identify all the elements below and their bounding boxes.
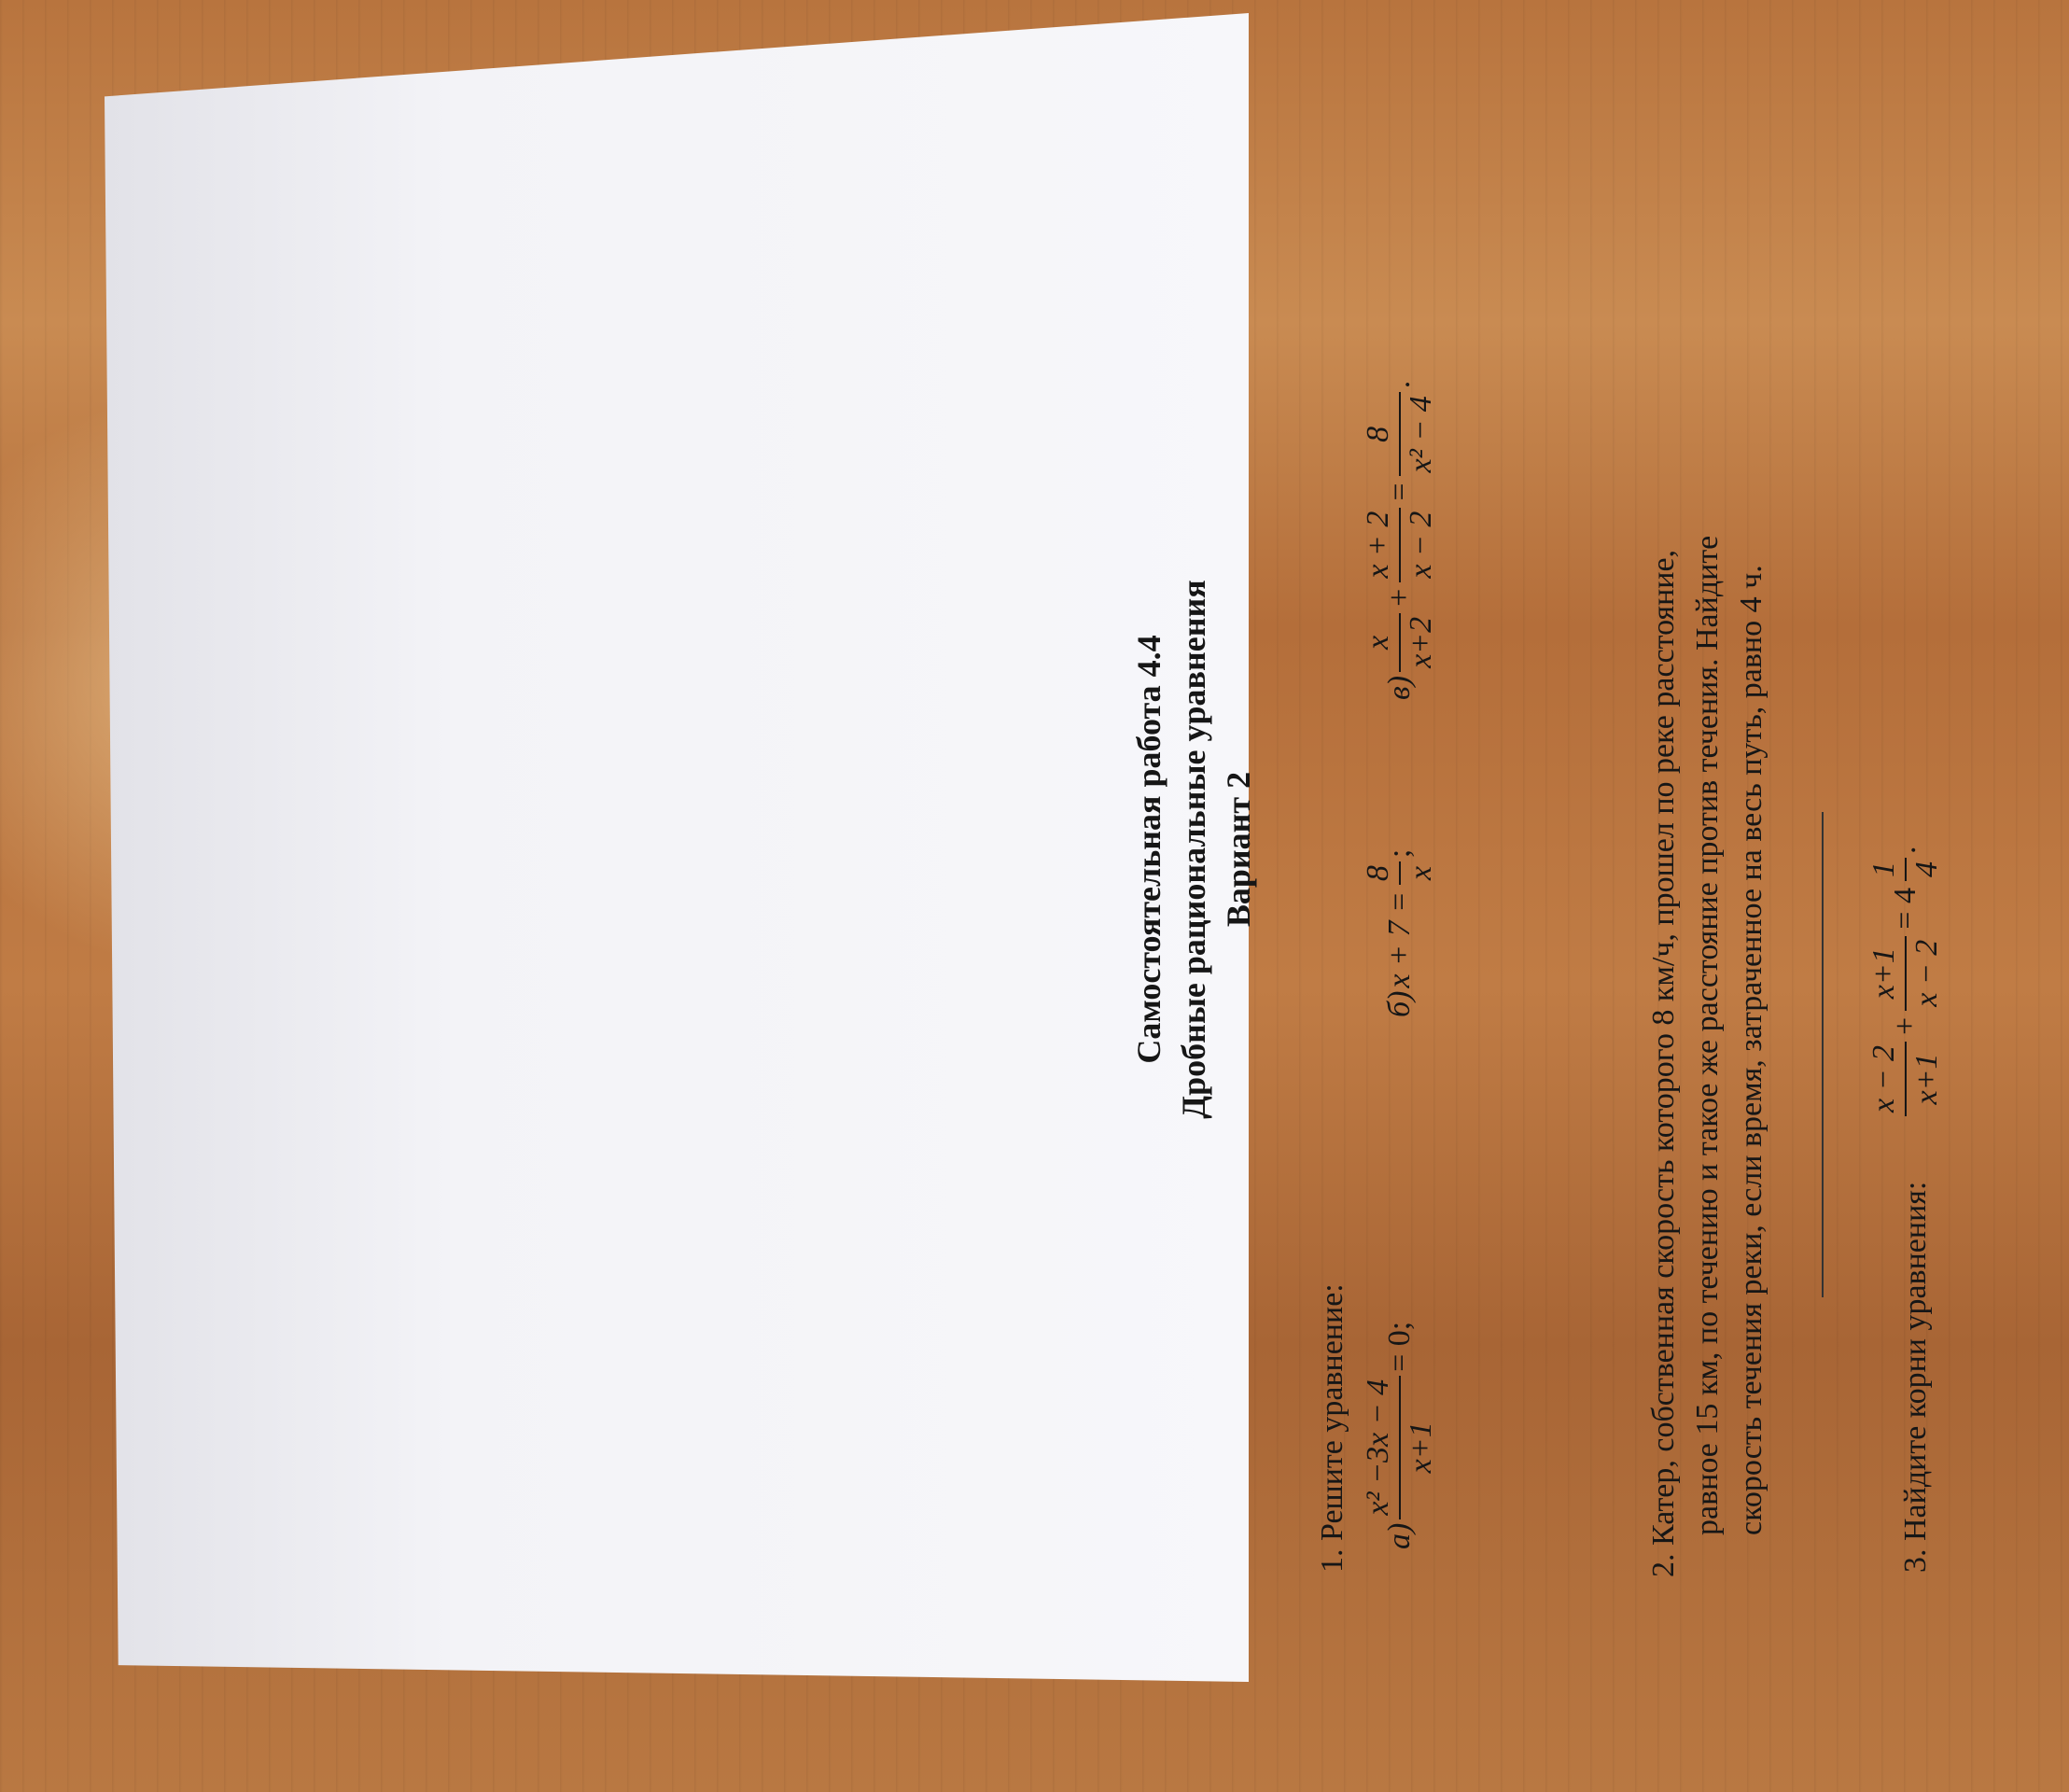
- task3-equals: = 4: [1887, 888, 1922, 930]
- worksheet-variant: Вариант 2: [1220, 771, 1257, 928]
- task1-c-denominator1: x+2: [1404, 616, 1438, 668]
- task3-tail: .: [1887, 846, 1922, 855]
- task1-c-equals: =: [1381, 483, 1417, 501]
- worksheet-content: [1117, 84, 2069, 1615]
- task1-b-tail: ;: [1381, 848, 1417, 859]
- task1-b-numerator: 8: [1358, 861, 1401, 885]
- task3-denominator2: x − 2: [1909, 939, 1944, 1007]
- task1-b-label: б): [1381, 990, 1417, 1017]
- task3-fraction3: [1864, 858, 1948, 881]
- task3-equation: [1864, 847, 1948, 1120]
- task3-numerator1: x − 2: [1864, 1042, 1907, 1116]
- task1-title: 1. Решите уравнение:: [1315, 1283, 1349, 1573]
- task3-fraction2: [1864, 936, 1948, 1011]
- divider-line: [1822, 812, 1824, 1297]
- task1-c-denominator2: x − 2: [1404, 511, 1438, 579]
- task1-c-tail: .: [1381, 380, 1417, 389]
- task1-b-fraction: [1358, 861, 1442, 885]
- task1-a-numerator: x² −3x − 4: [1358, 1376, 1401, 1519]
- task3-denominator1: x+1: [1909, 1053, 1944, 1105]
- task1-c-equation: [1358, 381, 1442, 700]
- worksheet-title: Самостоятельная работа 4.4: [1130, 635, 1167, 1064]
- task1-a-equation: [1358, 1322, 1442, 1549]
- task3-denominator3: 4: [1909, 861, 1944, 878]
- task1-c-numerator1: x: [1358, 613, 1401, 672]
- task1-c-fraction1: [1358, 613, 1442, 672]
- task1-b-denominator: x: [1404, 866, 1438, 881]
- task1-a-denominator: x+1: [1404, 1421, 1438, 1474]
- task1-b-equation: [1358, 849, 1442, 1017]
- task3-fraction1: [1864, 1042, 1948, 1116]
- task2-line2: равное 15 км, по течению и такое же расстояние против течения. Найдите: [1690, 535, 1725, 1535]
- task1-c-fraction2: [1358, 508, 1442, 582]
- worksheet-header: [1126, 84, 1261, 1615]
- task3-title: 3. Найдите корни уравнения:: [1898, 1181, 1933, 1573]
- task1-c-denominator3: x² − 4: [1404, 396, 1438, 473]
- task3-numerator3: 1: [1864, 858, 1907, 881]
- task3-numerator2: x+1: [1864, 936, 1907, 1011]
- task3-plus: +: [1887, 1016, 1922, 1035]
- paper-sheet: [105, 13, 1249, 1682]
- task1-a-label: а): [1381, 1522, 1417, 1549]
- task1-b-left: x + 7 =: [1381, 891, 1417, 988]
- task1-c-fraction3: [1358, 392, 1442, 476]
- task1-a-tail: = 0;: [1381, 1321, 1417, 1372]
- task2-line1: 2. Катер, собственная скорость которого 8 км/ч, прошел по реке расстояние,: [1646, 549, 1681, 1577]
- task1-c-numerator3: 8: [1358, 392, 1401, 476]
- task1-c-numerator2: x + 2: [1358, 508, 1401, 582]
- task1-c-label: в): [1381, 675, 1417, 700]
- task2-line3: скорость течения реки, если время, затраченное на весь путь, равно 4 ч.: [1734, 565, 1768, 1535]
- task1-c-plus: +: [1381, 588, 1417, 607]
- task1-a-fraction: [1358, 1376, 1442, 1519]
- worksheet-topic: Дробные рациональные уравнения: [1175, 580, 1212, 1119]
